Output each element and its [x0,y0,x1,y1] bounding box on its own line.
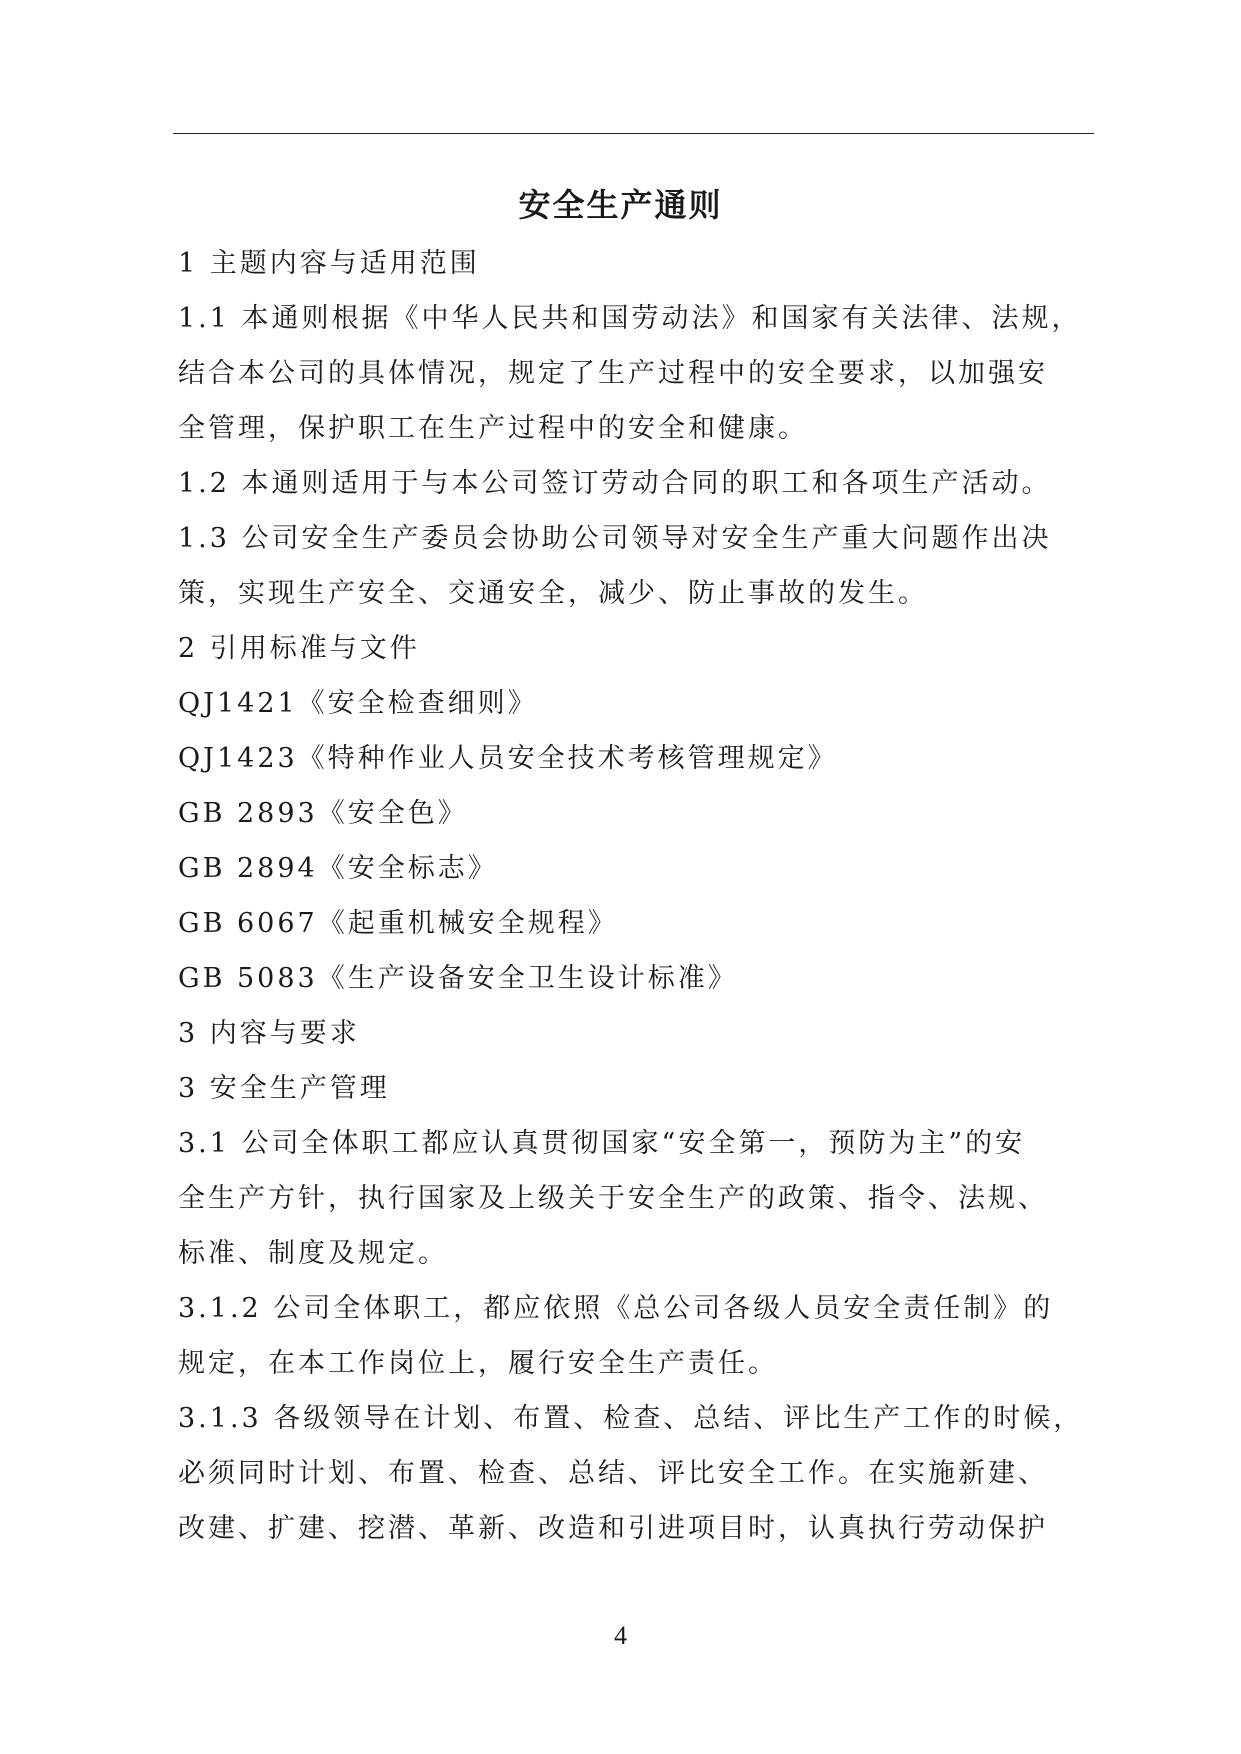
text-line: 结合本公司的具体情况，规定了生产过程中的安全要求，以加强安 [178,358,1048,389]
text-line: GB 2894《安全标志》 [178,853,498,884]
text-line: 改建、扩建、挖潜、革新、改造和引进项目时，认真执行劳动保护 [178,1513,1048,1544]
text-line: 3.1.2 公司全体职工，都应依照《总公司各级人员安全责任制》的 [178,1293,1054,1324]
document-title: 安全生产通则 [518,186,723,224]
text-line: QJ1421《安全检查细则》 [178,688,538,719]
text-line: 3.1 公司全体职工都应认真贯彻国家“安全第一，预防为主”的安 [178,1128,1026,1159]
text-line: 规定，在本工作岗位上，履行安全生产责任。 [178,1348,778,1379]
text-line: 1.2 本通则适用于与本公司签订劳动合同的职工和各项生产活动。 [178,468,1052,499]
text-line: 1 主题内容与适用范围 [178,248,480,279]
text-line: GB 5083《生产设备安全卫生设计标准》 [178,963,738,994]
text-line: 全生产方针，执行国家及上级关于安全生产的政策、指令、法规、 [178,1183,1048,1214]
page-number: 4 [614,1621,627,1650]
text-line: 2 引用标准与文件 [178,633,420,664]
text-line: QJ1423《特种作业人员安全技术考核管理规定》 [178,743,838,774]
text-line: GB 6067《起重机械安全规程》 [178,908,618,939]
text-line: 3 内容与要求 [178,1018,360,1049]
text-line: 策，实现生产安全、交通安全，减少、防止事故的发生。 [178,578,928,609]
text-line: 必须同时计划、布置、检查、总结、评比安全工作。在实施新建、 [178,1458,1048,1489]
body-text [178,236,1113,1556]
text-line: 标准、制度及规定。 [178,1238,448,1269]
text-line: GB 2893《安全色》 [178,798,468,829]
text-line: 3.1.3 各级领导在计划、布置、检查、总结、评比生产工作的时候， [178,1403,1084,1434]
text-line: 1.1 本通则根据《中华人民共和国劳动法》和国家有关法律、法规， [178,303,1082,334]
text-line: 3 安全生产管理 [178,1073,390,1104]
text-line: 全管理，保护职工在生产过程中的安全和健康。 [178,413,808,444]
header-rule [173,133,1094,134]
text-line: 1.3 公司安全生产委员会协助公司领导对安全生产重大问题作出决 [178,523,1052,554]
